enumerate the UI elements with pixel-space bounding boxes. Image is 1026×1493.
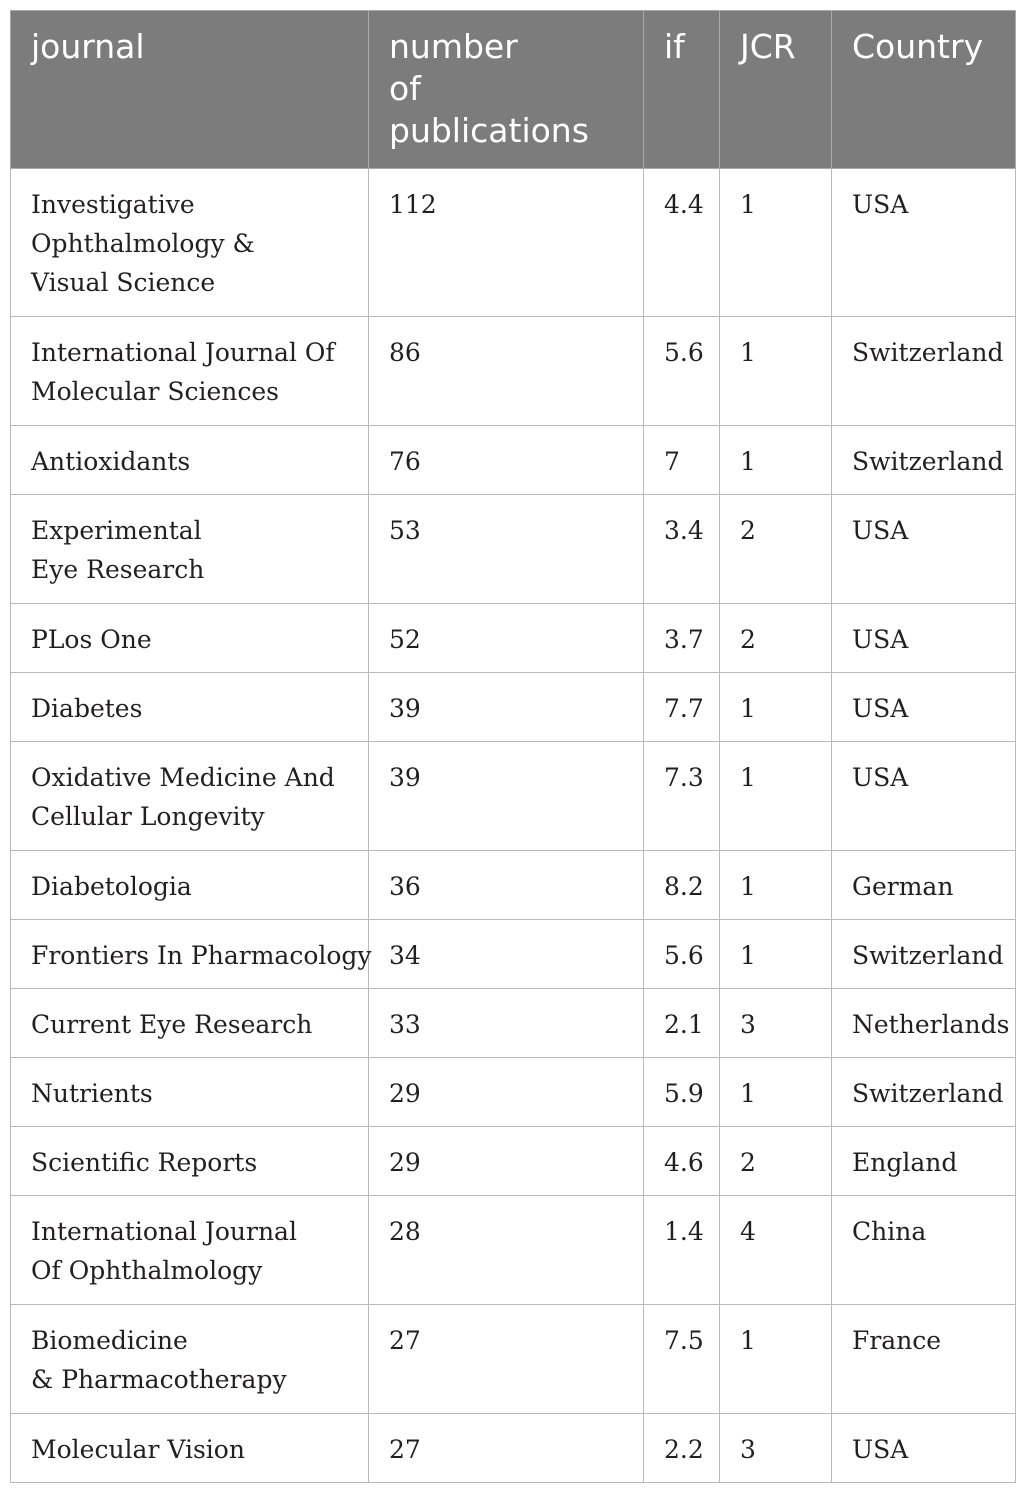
jcr-cell: 1 [720,742,832,851]
journal-cell [11,1305,369,1414]
if-cell: 5.9 [644,1058,720,1127]
jcr-cell: 3 [720,1414,832,1483]
jcr-cell: 2 [720,1127,832,1196]
if-cell: 4.4 [644,169,720,317]
table-row [11,169,1016,317]
journal-name-line: Of Ophthalmology [31,1256,263,1285]
jcr-cell: 1 [720,920,832,989]
journal-name-line: Scientific Reports [31,1148,258,1177]
journal-name-line: PLos One [31,625,152,654]
journal-cell [11,920,372,989]
table-row [11,920,1016,989]
publications-cell: 27 [369,1305,644,1414]
country-cell: France [832,1305,1016,1414]
table-row [11,1058,1016,1127]
publications-cell: 33 [369,989,644,1058]
header-number-of-publications [369,11,644,169]
if-cell: 4.6 [644,1127,720,1196]
publications-cell: 28 [369,1196,644,1305]
if-cell: 1.4 [644,1196,720,1305]
journal-name-line: Biomedicine [31,1326,188,1355]
if-cell: 7 [644,426,720,495]
jcr-cell: 1 [720,673,832,742]
if-cell: 7.3 [644,742,720,851]
publications-cell: 29 [369,1058,644,1127]
journal-name-line: Visual Science [31,268,216,297]
journal-cell [11,1414,369,1483]
publications-cell: 53 [369,495,644,604]
country-cell: Switzerland [832,317,1016,426]
if-cell: 8.2 [644,851,720,920]
journal-cell [11,495,369,604]
table-row [11,1127,1016,1196]
jcr-cell: 3 [720,989,832,1058]
if-cell: 5.6 [644,920,720,989]
publications-cell: 39 [369,673,644,742]
country-cell: USA [832,673,1016,742]
journal-name-line: Molecular Sciences [31,377,279,406]
header-publications-line: of [389,69,421,108]
journal-cell [11,426,369,495]
table-header [11,11,1016,169]
journal-name-line: Frontiers In Pharmacology [31,941,372,970]
if-cell: 5.6 [644,317,720,426]
journal-cell [11,989,369,1058]
journal-name-line: Current Eye Research [31,1010,313,1039]
country-cell: USA [832,495,1016,604]
publications-cell: 52 [369,604,644,673]
if-cell: 2.1 [644,989,720,1058]
country-cell: USA [832,1414,1016,1483]
if-cell: 2.2 [644,1414,720,1483]
table-row [11,851,1016,920]
publications-cell: 112 [369,169,644,317]
publications-cell: 86 [369,317,644,426]
journal-cell [11,742,369,851]
header-row [11,11,1016,169]
journal-name-line: Diabetes [31,694,143,723]
journal-name-line: Eye Research [31,555,205,584]
table-row [11,426,1016,495]
table-body [11,169,1016,1483]
journal-cell [11,317,369,426]
journal-name-line: Molecular Vision [31,1435,245,1464]
publications-cell: 27 [369,1414,644,1483]
journal-cell [11,1196,369,1305]
country-cell: Switzerland [832,1058,1016,1127]
if-cell: 3.7 [644,604,720,673]
header-country: Country [832,11,1016,169]
journal-cell [11,673,369,742]
header-journal: journal [11,11,369,169]
journal-name-line: International Journal Of [31,338,335,367]
journal-cell [11,604,369,673]
journal-cell [11,169,369,317]
journals-table [10,10,1016,1483]
country-cell: China [832,1196,1016,1305]
journal-name-line: Experimental [31,516,202,545]
jcr-cell: 2 [720,495,832,604]
country-cell: USA [832,742,1016,851]
publications-cell: 36 [369,851,644,920]
jcr-cell: 2 [720,604,832,673]
if-cell: 3.4 [644,495,720,604]
publications-cell: 29 [369,1127,644,1196]
header-jcr: JCR [720,11,832,169]
journal-name-line: Oxidative Medicine And [31,763,335,792]
journal-name-line: Ophthalmology & [31,229,255,258]
publications-cell: 34 [369,920,644,989]
jcr-cell: 1 [720,317,832,426]
country-cell: Netherlands [832,989,1016,1058]
table-row [11,989,1016,1058]
country-cell: Switzerland [832,920,1016,989]
table-row [11,604,1016,673]
country-cell: German [832,851,1016,920]
header-if: if [644,11,720,169]
journal-name-line: Investigative [31,190,195,219]
header-publications-line: publications [389,111,589,150]
table-row [11,495,1016,604]
table-row [11,742,1016,851]
jcr-cell: 1 [720,1058,832,1127]
jcr-cell: 4 [720,1196,832,1305]
table-row [11,317,1016,426]
table-row [11,1414,1016,1483]
journal-cell [11,1127,369,1196]
publications-cell: 39 [369,742,644,851]
country-cell: USA [832,604,1016,673]
table-row [11,1196,1016,1305]
country-cell: Switzerland [832,426,1016,495]
journal-cell [11,1058,369,1127]
jcr-cell: 1 [720,851,832,920]
journal-cell [11,851,369,920]
journal-name-line: Nutrients [31,1079,153,1108]
journal-name-line: Diabetologia [31,872,192,901]
header-publications-line: number [389,27,518,66]
jcr-cell: 1 [720,1305,832,1414]
if-cell: 7.7 [644,673,720,742]
country-cell: England [832,1127,1016,1196]
table-row [11,673,1016,742]
journal-name-line: Cellular Longevity [31,802,265,831]
journal-name-line: Antioxidants [31,447,191,476]
jcr-cell: 1 [720,169,832,317]
publications-cell: 76 [369,426,644,495]
table-row [11,1305,1016,1414]
jcr-cell: 1 [720,426,832,495]
journal-name-line: & Pharmacotherapy [31,1365,287,1394]
if-cell: 7.5 [644,1305,720,1414]
journal-name-line: International Journal [31,1217,297,1246]
country-cell: USA [832,169,1016,317]
